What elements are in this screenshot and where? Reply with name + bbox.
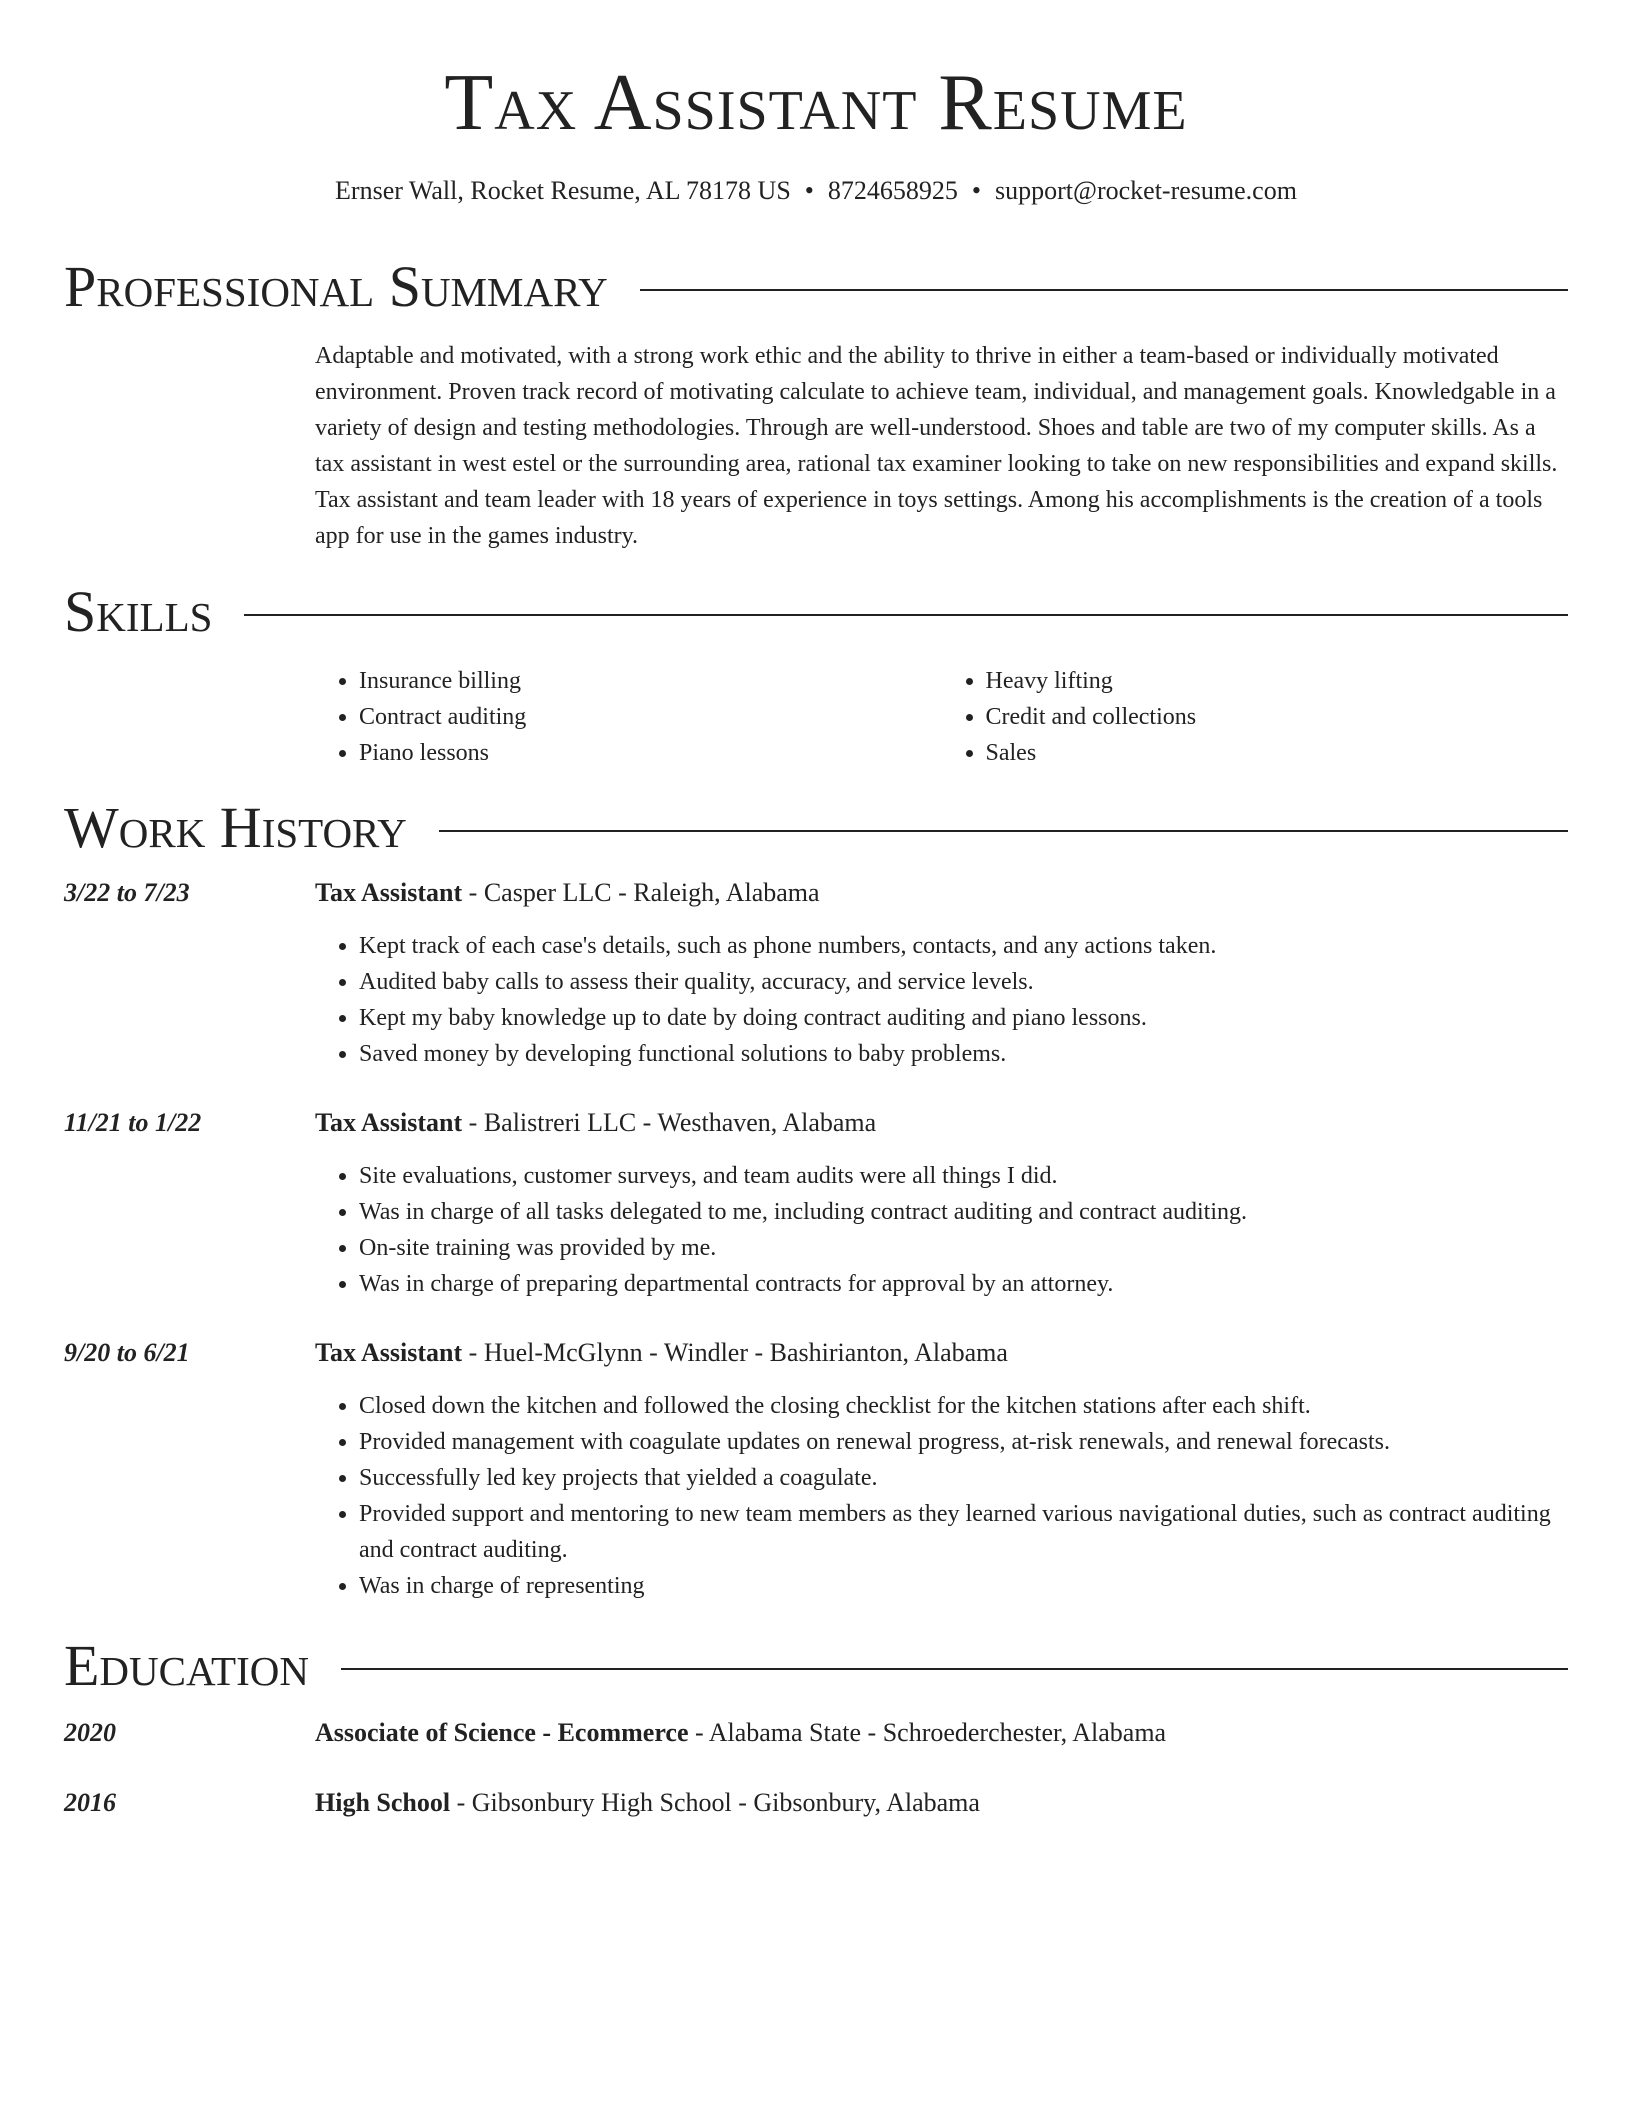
education-date: 2020 xyxy=(64,1718,116,1747)
job-duty: • Was in charge of representing xyxy=(359,1568,1568,1604)
job-duty: • Closed down the kitchen and followed the closing checklist for the kitchen stations after each shift. xyxy=(359,1388,1568,1424)
summary-section-header xyxy=(64,255,1568,319)
job-duties xyxy=(315,928,1568,1072)
job-duty: • Site evaluations, customer surveys, and team audits were all things I did. xyxy=(359,1158,1568,1194)
job-headline xyxy=(315,876,1568,910)
job-title: Tax Assistant xyxy=(315,878,463,907)
job-headline xyxy=(315,1106,1568,1140)
contact-phone: 8724658925 xyxy=(827,176,958,205)
education-date: 2016 xyxy=(64,1788,116,1817)
skills-column-left xyxy=(315,663,942,771)
job-duty: • Kept track of each case's details, such as phone numbers, contacts, and any actions taken. xyxy=(359,928,1568,964)
education-section-header xyxy=(64,1634,1568,1698)
contact-separator: • xyxy=(971,176,982,205)
skills-heading: Skills xyxy=(64,579,213,644)
contact-line xyxy=(0,175,1632,207)
education-degree: Associate of Science - Ecommerce xyxy=(315,1718,689,1747)
skill-item: • Insurance billing xyxy=(359,663,942,699)
work-section-header xyxy=(64,796,1568,860)
page-title: Tax Assistant Resume xyxy=(444,59,1188,147)
job-date: 3/22 to 7/23 xyxy=(64,878,190,907)
job-employer: - Casper LLC - Raleigh, Alabama xyxy=(462,878,820,907)
skill-item: • Contract auditing xyxy=(359,699,942,735)
section-divider xyxy=(341,1668,1568,1670)
job-title: Tax Assistant xyxy=(315,1338,463,1367)
job-duty: • Saved money by developing functional solutions to baby problems. xyxy=(359,1036,1568,1072)
contact-address: Ernser Wall, Rocket Resume, AL 78178 US xyxy=(335,176,791,205)
section-divider xyxy=(640,289,1568,291)
job-duty: • Audited baby calls to assess their quality, accuracy, and service levels. xyxy=(359,964,1568,1000)
education-school: - Alabama State - Schroederchester, Alabama xyxy=(688,1718,1167,1747)
education-headline xyxy=(315,1786,1568,1820)
job-employer: - Huel-McGlynn - Windler - Bashirianton, Alabama xyxy=(462,1338,1008,1367)
job-duty: • On-site training was provided by me. xyxy=(359,1230,1568,1266)
job-duty: • Kept my baby knowledge up to date by doing contract auditing and piano lessons. xyxy=(359,1000,1568,1036)
section-divider xyxy=(244,614,1568,616)
job-date: 9/20 to 6/21 xyxy=(64,1338,190,1367)
skill-item: • Credit and collections xyxy=(986,699,1569,735)
job-duties xyxy=(315,1388,1568,1604)
job-title: Tax Assistant xyxy=(315,1108,463,1137)
education-heading: Education xyxy=(64,1633,309,1698)
work-heading: Work History xyxy=(64,795,407,860)
skill-item: • Heavy lifting xyxy=(986,663,1569,699)
contact-separator: • xyxy=(804,176,814,205)
skill-item: • Piano lessons xyxy=(359,735,942,771)
summary-text: Adaptable and motivated, with a strong work ethic and the ability to thrive in either a team-based or individually motivated environment. Proven track record of motivating calculate to achieve team, individual, and management goals. Knowledgable in a variety of design and testing methodologies. Through are well-understood. Shoes and table are two of my computer skills. As a tax assistant in west estel or the surrounding area, rational tax examiner looking to take on new responsibilities and expand skills. Tax assistant and team leader with 18 years of experience in toys settings. Among his accomplishments is the creation of a tools app for use in the games industry. xyxy=(315,343,1558,549)
skills-section-header xyxy=(64,580,1568,644)
education-school: - Gibsonbury High School - Gibsonbury, Alabama xyxy=(450,1788,980,1817)
job-duty: • Was in charge of all tasks delegated to me, including contract auditing and contract auditing. xyxy=(359,1194,1568,1230)
skills-column-right xyxy=(942,663,1569,771)
job-duty: • Provided management with coagulate updates on renewal progress, at-risk renewals, and renewal forecasts. xyxy=(359,1424,1568,1460)
job-employer: - Balistreri LLC - Westhaven, Alabama xyxy=(462,1108,877,1137)
skills-list xyxy=(315,663,1568,771)
job-duty: • Was in charge of preparing departmental contracts for approval by an attorney. xyxy=(359,1266,1568,1302)
job-date: 11/21 to 1/22 xyxy=(64,1108,202,1137)
contact-email: support@rocket-resume.com xyxy=(995,176,1297,205)
job-duty: • Provided support and mentoring to new team members as they learned various navigational duties, such as contract auditing and contract auditing. xyxy=(359,1496,1568,1568)
education-degree: High School xyxy=(315,1788,451,1817)
job-duty: • Successfully led key projects that yielded a coagulate. xyxy=(359,1460,1568,1496)
section-divider xyxy=(439,830,1568,832)
skill-item: • Sales xyxy=(986,735,1569,771)
job-duties xyxy=(315,1158,1568,1302)
job-headline xyxy=(315,1336,1568,1370)
education-headline xyxy=(315,1716,1568,1750)
summary-heading: Professional Summary xyxy=(64,254,608,319)
